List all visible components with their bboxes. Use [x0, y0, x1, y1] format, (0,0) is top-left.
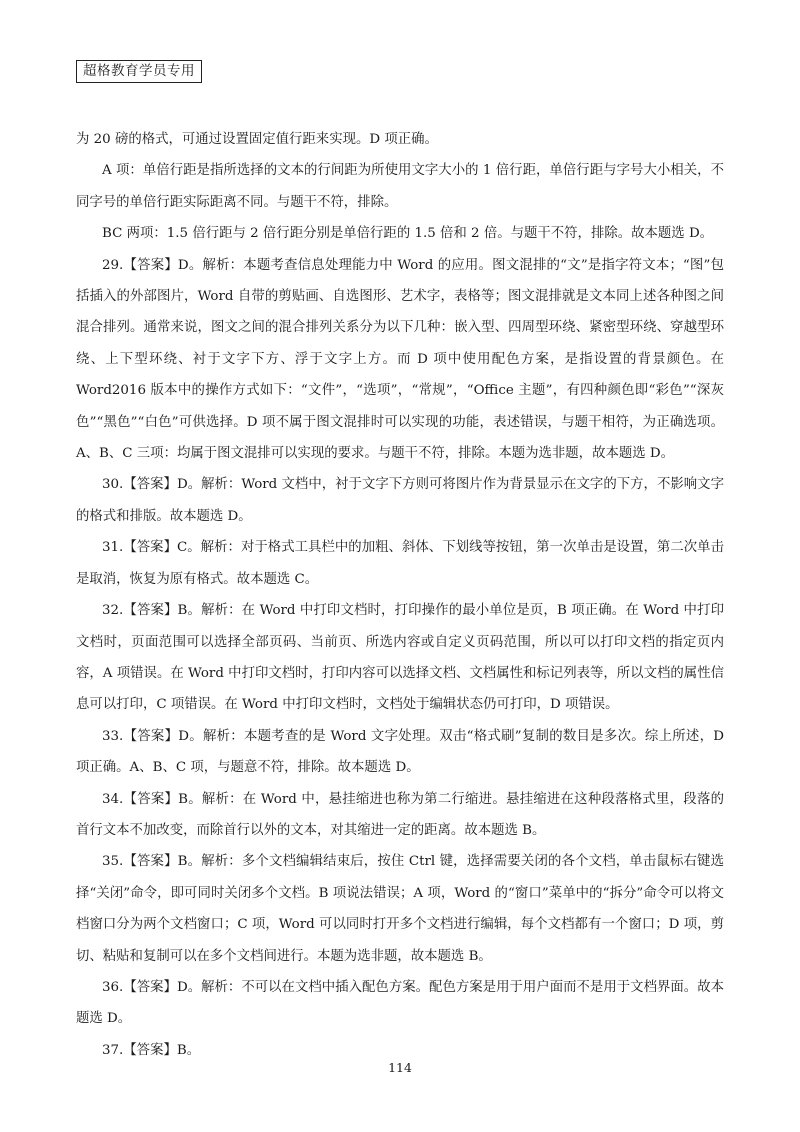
paragraph: 为 20 磅的格式，可通过设置固定值行距来实现。D 项正确。: [76, 132, 438, 147]
paragraph: A 项：单倍行距是指所选择的文本的行间距为所使用文字大小的 1 倍行距，单倍行距与字号大小相关，不同字号的单倍行距实际距离不同。与题干不符，排除。: [76, 163, 724, 210]
paragraph: 31.【答案】C。解析：对于格式工具栏中的加粗、斜体、下划线等按钮，第一次单击是设置，第二次单击是取消，恢复为原有格式。故本题选 C。: [76, 540, 724, 587]
paragraph: 36.【答案】D。解析：不可以在文档中插入配色方案。配色方案是用于用户面而不是用于文档界面。故本题选 D。: [76, 979, 724, 1027]
paragraph: 33.【答案】D。解析：本题考查的是 Word 文字处理。双击“格式刷”复制的数目是多次。综上所述，D 项正确。A、B、C 项，与题意不符，排除。故本题选 D。: [76, 728, 724, 776]
paragraph: 35.【答案】B。解析：多个文档编辑结束后，按住 Ctrl 键，选择需要关闭的各个文档，单击鼠标右键选择“关闭”命令，即可同时关闭多个文档。B 项说法错误；A 项，Word 的“窗口”菜单中的“拆分”命令可以将文档窗口分为两个文档窗口；C 项，Word 可以同时打开多个文档进行编辑，每个文档都有一个窗口；D 项，剪切、粘贴和复制可以在多个文档间进行。本题为选非题，故本题选 B。: [76, 854, 724, 964]
paragraph: 32.【答案】B。解析：在 Word 中打印文档时，打印操作的最小单位是页，B 项正确。在 Word 中打印文档时，页面范围可以选择全部页码、当前页、所选内容或自定义页码范围，所以可以打印文档的指定页内容，A 项错误。在 Word 中打印文档时，打印内容可以选择文档、文档属性和标记列表等，所以文档的属性信息可以打印，C 项错误。在 Word 中打印文档时，文档处于编辑状态仍可打印，D 项错误。: [76, 603, 724, 713]
document-body: [76, 124, 724, 1066]
paragraph: 37.【答案】B。: [102, 1042, 201, 1058]
paragraph: 30.【答案】D。解析：Word 文档中，衬于文字下方则可将图片作为背景显示在文字的下方，不影响文字的格式和排版。故本题选 D。: [76, 477, 724, 524]
paragraph: 29.【答案】D。解析：本题考查信息处理能力中 Word 的应用。图文混排的“文”是指字符文本；“图”包括插入的外部图片，Word 自带的剪贴画、自选图形、艺术字，表格等；图文混排就是文本同上述各种图之间混合排列。通常来说，图文之间的混合排列关系分为以下几种：嵌入型、四周型环绕、紧密型环绕、穿越型环绕、上下型环绕、衬于文字下方、浮于文字上方。而 D 项中使用配色方案，是指设置的背景颜色。在 Word2016 版本中的操作方式如下：“文件”，“选项”，“常规”，“Office 主题”，有四种颜色即“彩色”“深灰色”“黑色”“白色”可供选择。D 项不属于图文混排时可以实现的功能，表述错误，与题干相符，为正确选项。A、B、C 三项：均属于图文混排可以实现的要求。与题干不符，排除。本题为选非题，故本题选 D。: [76, 257, 724, 462]
header-label: 超格教育学员专用: [76, 60, 202, 83]
paragraph: BC 两项：1.5 倍行距与 2 倍行距分别是单倍行距的 1.5 倍和 2 倍。与题干不符，排除。故本题选 D。: [102, 226, 714, 242]
paragraph: 34.【答案】B。解析：在 Word 中，悬挂缩进也称为第二行缩进。悬挂缩进在这种段落格式里，段落的首行文本不加改变，而除首行以外的文本，对其缩进一定的距离。故本题选 B。: [76, 791, 724, 838]
page-number: 114: [388, 1060, 412, 1075]
